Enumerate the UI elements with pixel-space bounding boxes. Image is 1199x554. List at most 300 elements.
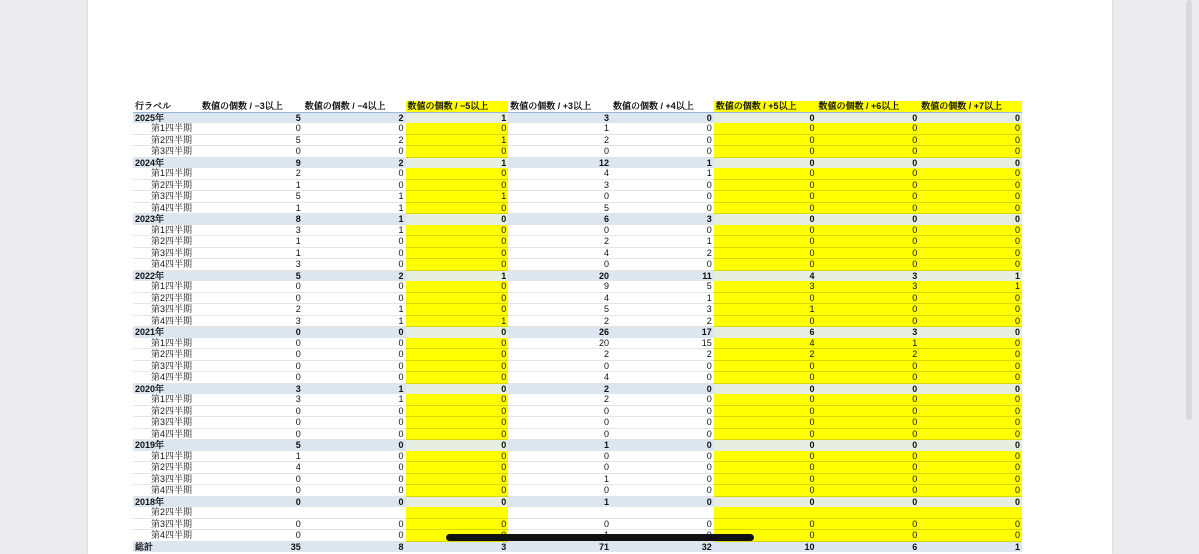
value-cell: 2 bbox=[508, 349, 611, 361]
value-cell: 0 bbox=[817, 259, 920, 271]
value-cell: 0 bbox=[817, 485, 920, 497]
quarter-row bbox=[133, 507, 1022, 518]
value-cell: 0 bbox=[303, 179, 406, 191]
value-cell: 0 bbox=[303, 168, 406, 179]
header-cell: 数値の個数 / −4以上 bbox=[303, 101, 406, 112]
header-row bbox=[133, 101, 1022, 112]
value-cell: 1 bbox=[508, 440, 611, 451]
value-cell: 0 bbox=[611, 372, 714, 384]
value-cell: 1 bbox=[919, 281, 1022, 292]
value-cell: 0 bbox=[303, 259, 406, 271]
value-cell: 0 bbox=[817, 247, 920, 259]
value-cell: 0 bbox=[919, 146, 1022, 158]
value-cell: 0 bbox=[303, 281, 406, 292]
value-cell: 32 bbox=[611, 541, 714, 552]
value-cell: 0 bbox=[817, 168, 920, 179]
value-cell: 0 bbox=[714, 440, 817, 451]
value-cell: 0 bbox=[406, 202, 509, 214]
quarter-row bbox=[133, 394, 1022, 405]
value-cell: 0 bbox=[919, 123, 1022, 134]
value-cell: 1 bbox=[508, 123, 611, 134]
value-cell: 0 bbox=[200, 349, 303, 361]
value-cell: 0 bbox=[714, 315, 817, 327]
value-cell: 0 bbox=[714, 473, 817, 485]
row-label: 第2四半期 bbox=[133, 349, 200, 361]
quarter-row bbox=[133, 134, 1022, 146]
row-label: 2018年 bbox=[133, 496, 200, 507]
value-cell: 0 bbox=[611, 383, 714, 394]
value-cell bbox=[817, 507, 920, 518]
value-cell: 0 bbox=[200, 485, 303, 497]
row-label: 第1四半期 bbox=[133, 281, 200, 292]
value-cell: 2 bbox=[200, 304, 303, 316]
value-cell: 0 bbox=[817, 496, 920, 507]
value-cell: 4 bbox=[714, 270, 817, 281]
value-cell: 1 bbox=[611, 157, 714, 168]
value-cell: 0 bbox=[303, 451, 406, 462]
quarter-row bbox=[133, 518, 1022, 530]
value-cell: 4 bbox=[508, 168, 611, 179]
value-cell: 1 bbox=[714, 304, 817, 316]
value-cell: 1 bbox=[303, 394, 406, 405]
value-cell: 0 bbox=[303, 428, 406, 440]
value-cell: 0 bbox=[817, 518, 920, 530]
value-cell: 1 bbox=[303, 202, 406, 214]
value-cell: 6 bbox=[508, 214, 611, 225]
header-cell-highlighted: 数値の個数 / −5以上 bbox=[406, 101, 509, 112]
value-cell bbox=[611, 507, 714, 518]
row-label: 第1四半期 bbox=[133, 168, 200, 179]
value-cell: 0 bbox=[303, 292, 406, 304]
header-cell-highlighted: 数値の個数 / +5以上 bbox=[714, 101, 817, 112]
grand-total-row bbox=[133, 541, 1022, 552]
value-cell: 0 bbox=[303, 360, 406, 372]
value-cell: 3 bbox=[611, 304, 714, 316]
value-cell: 0 bbox=[714, 179, 817, 191]
value-cell: 3 bbox=[817, 270, 920, 281]
value-cell: 5 bbox=[611, 281, 714, 292]
value-cell: 17 bbox=[611, 327, 714, 338]
value-cell: 0 bbox=[611, 440, 714, 451]
quarter-row bbox=[133, 123, 1022, 134]
value-cell: 3 bbox=[817, 327, 920, 338]
value-cell: 0 bbox=[611, 451, 714, 462]
row-label: 2023年 bbox=[133, 214, 200, 225]
row-label: 第2四半期 bbox=[133, 292, 200, 304]
row-label: 第1四半期 bbox=[133, 225, 200, 236]
value-cell: 4 bbox=[714, 338, 817, 349]
value-cell: 8 bbox=[303, 541, 406, 552]
value-cell: 1 bbox=[406, 270, 509, 281]
value-cell: 0 bbox=[200, 123, 303, 134]
value-cell: 0 bbox=[200, 405, 303, 417]
value-cell: 3 bbox=[611, 214, 714, 225]
value-cell: 9 bbox=[200, 157, 303, 168]
value-cell: 0 bbox=[714, 214, 817, 225]
quarter-row bbox=[133, 360, 1022, 372]
value-cell: 1 bbox=[508, 496, 611, 507]
value-cell: 4 bbox=[508, 372, 611, 384]
header-cell-highlighted: 数値の個数 / +7以上 bbox=[919, 101, 1022, 112]
value-cell: 0 bbox=[817, 383, 920, 394]
value-cell bbox=[714, 507, 817, 518]
value-cell: 0 bbox=[919, 134, 1022, 146]
row-label: 第2四半期 bbox=[133, 179, 200, 191]
value-cell: 3 bbox=[508, 179, 611, 191]
value-cell: 0 bbox=[817, 292, 920, 304]
value-cell: 0 bbox=[406, 485, 509, 497]
value-cell: 0 bbox=[817, 530, 920, 542]
value-cell: 0 bbox=[508, 360, 611, 372]
row-label: 第4四半期 bbox=[133, 372, 200, 384]
value-cell: 3 bbox=[200, 225, 303, 236]
header-cell: 数値の個数 / +4以上 bbox=[611, 101, 714, 112]
value-cell: 1 bbox=[406, 191, 509, 203]
value-cell: 0 bbox=[714, 225, 817, 236]
year-row bbox=[133, 214, 1022, 225]
value-cell: 0 bbox=[714, 247, 817, 259]
value-cell: 1 bbox=[303, 304, 406, 316]
value-cell: 0 bbox=[714, 157, 817, 168]
value-cell: 0 bbox=[714, 496, 817, 507]
row-label: 第3四半期 bbox=[133, 191, 200, 203]
value-cell: 9 bbox=[508, 281, 611, 292]
value-cell: 1 bbox=[303, 315, 406, 327]
row-label: 第1四半期 bbox=[133, 338, 200, 349]
value-cell: 0 bbox=[817, 451, 920, 462]
value-cell: 0 bbox=[303, 123, 406, 134]
row-label: 第2四半期 bbox=[133, 405, 200, 417]
value-cell: 0 bbox=[714, 394, 817, 405]
value-cell: 0 bbox=[919, 462, 1022, 474]
value-cell: 0 bbox=[919, 191, 1022, 203]
value-cell: 0 bbox=[714, 451, 817, 462]
value-cell: 0 bbox=[406, 236, 509, 248]
value-cell: 0 bbox=[200, 327, 303, 338]
quarter-row bbox=[133, 315, 1022, 327]
value-cell: 5 bbox=[508, 304, 611, 316]
value-cell: 0 bbox=[714, 202, 817, 214]
value-cell: 0 bbox=[406, 179, 509, 191]
value-cell: 1 bbox=[817, 338, 920, 349]
value-cell: 0 bbox=[714, 146, 817, 158]
value-cell: 6 bbox=[714, 327, 817, 338]
value-cell: 0 bbox=[919, 214, 1022, 225]
row-label: 第4四半期 bbox=[133, 530, 200, 542]
value-cell: 1 bbox=[611, 236, 714, 248]
value-cell: 0 bbox=[303, 349, 406, 361]
value-cell: 0 bbox=[611, 394, 714, 405]
value-cell: 0 bbox=[200, 338, 303, 349]
value-cell: 0 bbox=[611, 360, 714, 372]
value-cell: 0 bbox=[406, 123, 509, 134]
quarter-row bbox=[133, 259, 1022, 271]
value-cell: 0 bbox=[611, 496, 714, 507]
value-cell: 0 bbox=[406, 304, 509, 316]
value-cell: 20 bbox=[508, 338, 611, 349]
value-cell: 0 bbox=[303, 496, 406, 507]
value-cell: 3 bbox=[200, 383, 303, 394]
value-cell: 0 bbox=[919, 168, 1022, 179]
value-cell: 0 bbox=[611, 473, 714, 485]
value-cell: 0 bbox=[406, 473, 509, 485]
value-cell: 1 bbox=[200, 179, 303, 191]
home-indicator[interactable] bbox=[446, 534, 754, 541]
value-cell: 0 bbox=[919, 327, 1022, 338]
value-cell: 2 bbox=[611, 349, 714, 361]
row-label: 第4四半期 bbox=[133, 485, 200, 497]
value-cell: 0 bbox=[406, 168, 509, 179]
scrollbar[interactable] bbox=[1186, 0, 1192, 420]
value-cell: 0 bbox=[714, 292, 817, 304]
value-cell: 0 bbox=[919, 372, 1022, 384]
value-cell: 0 bbox=[919, 112, 1022, 123]
value-cell: 0 bbox=[406, 214, 509, 225]
row-label: 第3四半期 bbox=[133, 518, 200, 530]
row-label: 第1四半期 bbox=[133, 451, 200, 462]
quarter-row bbox=[133, 417, 1022, 429]
value-cell: 0 bbox=[406, 247, 509, 259]
row-label: 第3四半期 bbox=[133, 360, 200, 372]
value-cell bbox=[303, 507, 406, 518]
value-cell: 0 bbox=[919, 236, 1022, 248]
value-cell: 1 bbox=[303, 214, 406, 225]
value-cell: 1 bbox=[303, 383, 406, 394]
row-label: 2020年 bbox=[133, 383, 200, 394]
value-cell: 0 bbox=[406, 338, 509, 349]
value-cell: 2 bbox=[508, 394, 611, 405]
value-cell: 1 bbox=[508, 473, 611, 485]
value-cell: 0 bbox=[200, 518, 303, 530]
quarter-row bbox=[133, 428, 1022, 440]
value-cell: 0 bbox=[919, 383, 1022, 394]
year-row bbox=[133, 383, 1022, 394]
value-cell: 4 bbox=[200, 462, 303, 474]
row-label: 2022年 bbox=[133, 270, 200, 281]
row-label: 2019年 bbox=[133, 440, 200, 451]
value-cell: 0 bbox=[919, 473, 1022, 485]
value-cell: 0 bbox=[919, 247, 1022, 259]
row-label: 第4四半期 bbox=[133, 202, 200, 214]
header-cell-row-label: 行ラベル bbox=[133, 101, 200, 112]
value-cell: 3 bbox=[714, 281, 817, 292]
value-cell: 0 bbox=[611, 134, 714, 146]
value-cell: 0 bbox=[611, 417, 714, 429]
value-cell: 0 bbox=[508, 225, 611, 236]
value-cell: 0 bbox=[611, 259, 714, 271]
value-cell: 0 bbox=[406, 146, 509, 158]
value-cell: 0 bbox=[919, 518, 1022, 530]
value-cell: 8 bbox=[200, 214, 303, 225]
quarter-row bbox=[133, 168, 1022, 179]
quarter-row bbox=[133, 202, 1022, 214]
quarter-row bbox=[133, 236, 1022, 248]
value-cell: 0 bbox=[406, 496, 509, 507]
value-cell: 0 bbox=[611, 112, 714, 123]
value-cell: 0 bbox=[919, 451, 1022, 462]
value-cell: 0 bbox=[919, 304, 1022, 316]
value-cell: 1 bbox=[200, 202, 303, 214]
value-cell: 0 bbox=[508, 405, 611, 417]
value-cell: 0 bbox=[817, 179, 920, 191]
row-label: 総計 bbox=[133, 541, 200, 552]
value-cell: 0 bbox=[817, 146, 920, 158]
value-cell: 0 bbox=[919, 394, 1022, 405]
value-cell bbox=[919, 507, 1022, 518]
row-label: 2021年 bbox=[133, 327, 200, 338]
value-cell: 0 bbox=[817, 473, 920, 485]
value-cell: 0 bbox=[508, 146, 611, 158]
quarter-row bbox=[133, 191, 1022, 203]
row-label: 第1四半期 bbox=[133, 123, 200, 134]
value-cell: 0 bbox=[303, 338, 406, 349]
value-cell: 15 bbox=[611, 338, 714, 349]
value-cell: 0 bbox=[714, 530, 817, 542]
value-cell: 0 bbox=[817, 315, 920, 327]
value-cell: 1 bbox=[303, 225, 406, 236]
value-cell: 0 bbox=[817, 157, 920, 168]
value-cell: 0 bbox=[714, 236, 817, 248]
value-cell: 5 bbox=[200, 134, 303, 146]
value-cell: 0 bbox=[817, 191, 920, 203]
value-cell: 0 bbox=[817, 417, 920, 429]
value-cell: 20 bbox=[508, 270, 611, 281]
value-cell: 2 bbox=[714, 349, 817, 361]
value-cell: 0 bbox=[406, 518, 509, 530]
value-cell: 0 bbox=[200, 496, 303, 507]
value-cell: 0 bbox=[714, 134, 817, 146]
value-cell: 0 bbox=[817, 394, 920, 405]
value-cell: 3 bbox=[508, 112, 611, 123]
header-cell-highlighted: 数値の個数 / +6以上 bbox=[817, 101, 920, 112]
quarter-row bbox=[133, 179, 1022, 191]
value-cell: 0 bbox=[919, 405, 1022, 417]
value-cell: 1 bbox=[200, 451, 303, 462]
value-cell: 1 bbox=[303, 191, 406, 203]
value-cell: 0 bbox=[817, 202, 920, 214]
row-label: 第3四半期 bbox=[133, 417, 200, 429]
value-cell: 0 bbox=[817, 372, 920, 384]
quarter-row bbox=[133, 462, 1022, 474]
header-cell: 数値の個数 / +3以上 bbox=[508, 101, 611, 112]
value-cell: 0 bbox=[406, 405, 509, 417]
value-cell: 2 bbox=[303, 270, 406, 281]
value-cell: 0 bbox=[508, 451, 611, 462]
year-row bbox=[133, 112, 1022, 123]
row-label: 第3四半期 bbox=[133, 304, 200, 316]
value-cell: 71 bbox=[508, 541, 611, 552]
quarter-row bbox=[133, 292, 1022, 304]
quarter-row bbox=[133, 247, 1022, 259]
value-cell: 0 bbox=[714, 112, 817, 123]
value-cell: 0 bbox=[714, 191, 817, 203]
value-cell: 0 bbox=[303, 236, 406, 248]
value-cell: 0 bbox=[406, 394, 509, 405]
row-label: 第2四半期 bbox=[133, 507, 200, 518]
value-cell: 0 bbox=[919, 530, 1022, 542]
value-cell: 0 bbox=[200, 372, 303, 384]
value-cell: 0 bbox=[919, 157, 1022, 168]
value-cell: 0 bbox=[406, 372, 509, 384]
value-cell: 1 bbox=[200, 236, 303, 248]
row-label: 第2四半期 bbox=[133, 462, 200, 474]
value-cell: 3 bbox=[200, 394, 303, 405]
row-label: 第2四半期 bbox=[133, 134, 200, 146]
value-cell: 2 bbox=[611, 315, 714, 327]
quarter-row bbox=[133, 372, 1022, 384]
value-cell: 2 bbox=[508, 383, 611, 394]
value-cell: 0 bbox=[200, 417, 303, 429]
value-cell: 0 bbox=[611, 428, 714, 440]
value-cell: 0 bbox=[817, 440, 920, 451]
value-cell: 1 bbox=[406, 315, 509, 327]
quarter-row bbox=[133, 225, 1022, 236]
value-cell: 0 bbox=[611, 123, 714, 134]
value-cell: 2 bbox=[508, 134, 611, 146]
value-cell: 0 bbox=[611, 225, 714, 236]
value-cell: 0 bbox=[200, 281, 303, 292]
value-cell: 0 bbox=[303, 372, 406, 384]
value-cell: 0 bbox=[714, 372, 817, 384]
value-cell: 0 bbox=[508, 485, 611, 497]
row-label: 第1四半期 bbox=[133, 394, 200, 405]
value-cell: 11 bbox=[611, 270, 714, 281]
value-cell: 2 bbox=[200, 168, 303, 179]
year-row bbox=[133, 270, 1022, 281]
row-label: 2024年 bbox=[133, 157, 200, 168]
value-cell: 0 bbox=[817, 428, 920, 440]
value-cell: 3 bbox=[200, 315, 303, 327]
row-label: 第3四半期 bbox=[133, 473, 200, 485]
row-label: 第4四半期 bbox=[133, 259, 200, 271]
value-cell: 12 bbox=[508, 157, 611, 168]
value-cell: 0 bbox=[303, 473, 406, 485]
value-cell: 0 bbox=[303, 146, 406, 158]
value-cell: 0 bbox=[714, 123, 817, 134]
value-cell: 5 bbox=[200, 440, 303, 451]
value-cell: 0 bbox=[611, 405, 714, 417]
value-cell: 0 bbox=[714, 462, 817, 474]
value-cell: 1 bbox=[406, 157, 509, 168]
value-cell: 0 bbox=[303, 485, 406, 497]
value-cell: 2 bbox=[508, 236, 611, 248]
value-cell: 0 bbox=[817, 225, 920, 236]
value-cell: 0 bbox=[919, 417, 1022, 429]
value-cell: 0 bbox=[714, 428, 817, 440]
value-cell: 1 bbox=[611, 292, 714, 304]
value-cell: 0 bbox=[303, 440, 406, 451]
value-cell: 0 bbox=[919, 440, 1022, 451]
value-cell: 0 bbox=[817, 236, 920, 248]
value-cell: 0 bbox=[406, 462, 509, 474]
value-cell: 0 bbox=[303, 405, 406, 417]
value-cell: 0 bbox=[919, 202, 1022, 214]
value-cell: 0 bbox=[919, 292, 1022, 304]
value-cell: 0 bbox=[817, 304, 920, 316]
value-cell: 0 bbox=[303, 530, 406, 542]
value-cell: 0 bbox=[714, 360, 817, 372]
value-cell: 0 bbox=[611, 179, 714, 191]
value-cell: 0 bbox=[714, 383, 817, 394]
value-cell: 0 bbox=[919, 428, 1022, 440]
value-cell: 0 bbox=[919, 179, 1022, 191]
value-cell: 0 bbox=[714, 485, 817, 497]
value-cell: 3 bbox=[200, 259, 303, 271]
value-cell: 5 bbox=[508, 202, 611, 214]
value-cell: 35 bbox=[200, 541, 303, 552]
value-cell: 2 bbox=[303, 134, 406, 146]
value-cell: 3 bbox=[817, 281, 920, 292]
